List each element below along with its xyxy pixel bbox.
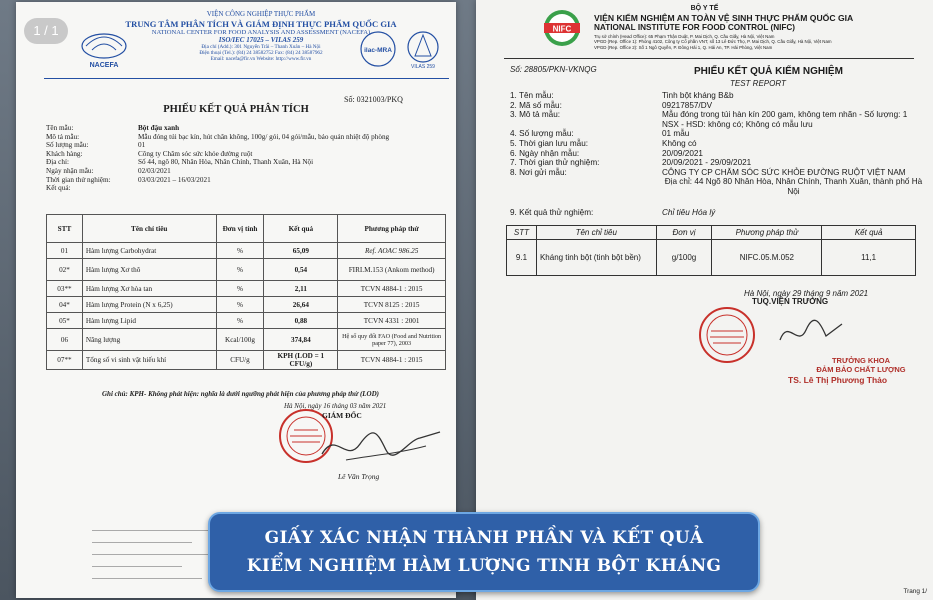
cell-name: Hàm lượng Lipid <box>82 313 216 329</box>
cell-unit: g/100g <box>656 240 712 276</box>
banner-line-2: KIỂM NGHIỆM HÀM LƯỢNG TINH BỘT KHÁNG <box>246 556 722 576</box>
info-value: 20/09/2021 <box>662 148 703 158</box>
info-key: Số lượng mẫu: <box>46 141 89 150</box>
right-sample-info <box>510 91 925 197</box>
info-row <box>46 150 446 159</box>
cell-stt: 06 <box>47 329 83 351</box>
nifc-logo <box>538 8 586 48</box>
left-address: Địa chỉ (Add.): 301 Nguyễn Trãi – Thanh Xuân – Hà Nội <box>201 44 321 50</box>
cell-result: 0,54 <box>264 259 338 281</box>
cell-method: TCVN 4331 : 2001 <box>338 313 446 329</box>
th-stt: STT <box>507 226 537 240</box>
cell-name: Tổng số vi sinh vật hiếu khí <box>82 351 216 370</box>
info-value: 20/09/2021 - 29/09/2021 <box>662 158 752 168</box>
right-ministry: BỘ Y TẾ <box>690 5 719 12</box>
info-value: Địa chỉ: 44 Ngõ 80 Nhân Hòa, Nhân Chính, Thanh Xuân, thành phố Hà Nội <box>664 177 923 196</box>
cell-stt: 02* <box>47 259 83 281</box>
table-header-row <box>507 226 916 240</box>
footer-rule <box>92 578 202 579</box>
left-center-name: TRUNG TÂM PHÂN TÍCH VÀ GIÁM ĐỊNH THỰC PHẨM QUỐC GIA <box>125 19 397 29</box>
th-unit: Đơn vị tính <box>216 215 264 243</box>
info-key: Kết quả: <box>46 184 71 193</box>
info-row <box>510 91 925 101</box>
ilac-logo-text: ilac-MRA <box>364 47 392 54</box>
cell-method: TCVN 4884-1 : 2015 <box>338 351 446 370</box>
result-value: Chỉ tiêu Hóa lý <box>662 208 716 217</box>
ilac-mra-logo <box>358 30 398 68</box>
right-report-title: PHIẾU KẾT QUẢ KIỂM NGHIỆM <box>694 66 843 77</box>
cell-unit: % <box>216 313 264 329</box>
th-method: Phương pháp thử <box>712 226 822 240</box>
cell-name: Hàm lượng Carbohydrat <box>82 243 216 259</box>
info-row <box>510 158 925 168</box>
info-row <box>46 141 446 150</box>
info-key: Địa chỉ: <box>46 158 69 167</box>
cell-method: NIFC.05.M.052 <box>712 240 822 276</box>
info-key: 5. Thời gian lưu mẫu: <box>510 138 589 148</box>
info-value: Mẫu đóng túi bạc kín, hút chân không, 100g/ gói, 04 gói/mẫu, bảo quản nhiệt độ phòng <box>138 132 390 141</box>
test-report-document <box>476 0 933 600</box>
result-key: 9. Kết quả thử nghiệm: <box>510 208 594 217</box>
cell-stt: 01 <box>47 243 83 259</box>
info-value: Tinh bột kháng B&b <box>662 91 734 100</box>
info-key <box>510 177 662 196</box>
info-key: 4. Số lượng mẫu: <box>510 129 574 139</box>
info-key: Thời gian thử nghiệm: <box>46 175 111 184</box>
right-role-2: ĐẢM BẢO CHẤT LƯỢNG <box>816 365 906 374</box>
info-key: 6. Ngày nhận mẫu: <box>510 148 580 158</box>
th-name: Tên chỉ tiêu <box>82 215 216 243</box>
info-value: 01 <box>138 141 146 150</box>
table-row <box>47 313 446 329</box>
th-result: Kết quả <box>822 226 916 240</box>
th-result: Kết quả <box>264 215 338 243</box>
right-report-subtitle: TEST REPORT <box>730 79 786 88</box>
left-director-title: GIÁM ĐỐC <box>322 411 362 420</box>
info-key: 8. Nơi gửi mẫu: <box>510 167 567 177</box>
cell-method: TCVN 8125 : 2015 <box>338 297 446 313</box>
left-phone: Điện thoại (Tel.): (84) 24 38582752 Fax: (84) 24 38587962 <box>199 50 323 56</box>
table-row <box>507 240 916 276</box>
right-page-number: Trang 1/ <box>903 588 927 595</box>
cell-result: 11,1 <box>822 240 916 276</box>
cell-name: Kháng tinh bột (tinh bột bền) <box>536 240 656 276</box>
cell-result: 65,09 <box>264 243 338 259</box>
cell-stt: 07** <box>47 351 83 370</box>
info-row <box>510 129 925 139</box>
info-row <box>46 184 446 193</box>
info-row <box>510 168 925 178</box>
banner-line-1: GIẤY XÁC NHẬN THÀNH PHẦN VÀ KẾT QUẢ <box>264 528 704 548</box>
left-iso: ISO/IEC 17025 – VILAS 259 <box>218 36 304 44</box>
cell-result: 374,84 <box>264 329 338 351</box>
info-key: Khách hàng: <box>46 149 83 158</box>
info-row <box>46 158 446 167</box>
info-value: 03/03/2021 – 16/03/2021 <box>138 175 211 184</box>
left-report-title: PHIẾU KẾT QUẢ PHÂN TÍCH <box>163 104 309 115</box>
cell-stt: 9.1 <box>507 240 537 276</box>
cell-method: Hệ số quy đổi FAO (Food and Nutrition paper 77), 2003 <box>338 329 446 351</box>
table-row <box>47 259 446 281</box>
footer-rule <box>92 530 222 531</box>
right-results-table <box>506 225 916 276</box>
info-value <box>138 184 446 193</box>
left-center-name-en: NATIONAL CENTER FOR FOOD ANALYSIS AND ASSESSMENT (NACEFA) <box>151 29 371 36</box>
cell-result: KPH (LOD = 1 CFU/g) <box>264 351 338 370</box>
table-row <box>47 351 446 370</box>
right-header <box>594 13 924 50</box>
cell-result: 2,11 <box>264 281 338 297</box>
info-key: 3. Mô tả mẫu: <box>510 110 561 120</box>
left-signer-name: Lê Văn Trọng <box>338 472 380 481</box>
cell-method: TCVN 4884-1 : 2015 <box>338 281 446 297</box>
left-results-table <box>46 214 446 370</box>
right-report-number: Số: 28805/PKN-VKNQG <box>510 65 597 74</box>
info-value: 09217857/DV <box>662 100 713 110</box>
right-signature-icon <box>776 314 846 352</box>
cell-name: Năng lượng <box>82 329 216 351</box>
cell-stt: 04* <box>47 297 83 313</box>
table-row <box>47 281 446 297</box>
info-value: Mẫu đóng trong túi hàn kín 200 gam, không tem nhãn - Số lượng: 1 NSX - HSD: không có; Không có mẫu lưu <box>662 110 908 129</box>
vilas-logo <box>404 30 442 70</box>
left-sample-info <box>46 124 446 193</box>
info-row <box>46 167 446 176</box>
vilas-logo-text: VILAS 259 <box>411 64 435 70</box>
info-row <box>46 124 446 133</box>
info-key: 2. Mã số mẫu: <box>510 100 562 110</box>
info-row <box>510 101 925 111</box>
info-key: 7. Thời gian thử nghiệm: <box>510 158 600 168</box>
table-row <box>47 329 446 351</box>
footer-rule <box>92 566 182 567</box>
info-row <box>510 149 925 159</box>
table-header-row <box>47 215 446 243</box>
cell-unit: % <box>216 259 264 281</box>
info-value: 02/03/2021 <box>138 166 171 175</box>
cell-name: Hàm lượng Protein (N x 6,25) <box>82 297 216 313</box>
right-institute-en: NATIONAL INSTITUTE FOR FOOD CONTROL (NIFC) <box>594 23 796 32</box>
info-value: Công ty Chăm sóc sức khỏe đường ruột <box>138 149 253 158</box>
info-value: Bột đậu xanh <box>138 124 180 132</box>
left-signature-icon <box>316 420 446 470</box>
nacefa-logo <box>78 30 130 70</box>
left-date: Hà Nội, ngày 16 tháng 03 năm 2021 <box>284 402 387 410</box>
right-address-3: VPGD (Rep. Office 2): Số 1 Ngô Quyền, P. Đông Hải 1, Q. Hải An, TP. Hải Phòng, Việt Nam <box>594 44 773 50</box>
right-authority: TUQ.VIỆN TRƯỞNG <box>752 297 829 306</box>
cell-stt: 03** <box>47 281 83 297</box>
info-value: Số 44, ngõ 80, Nhân Hòa, Nhân Chính, Thanh Xuân, Hà Nội <box>138 158 314 167</box>
analysis-report-document <box>16 2 456 598</box>
left-report-number: Số: 0321003/PKQ <box>344 95 403 104</box>
cell-result: 26,64 <box>264 297 338 313</box>
cell-unit: % <box>216 297 264 313</box>
info-key: Mô tả mẫu: <box>46 132 80 141</box>
left-ministry: VIỆN CÔNG NGHIỆP THỰC PHẨM <box>206 10 316 18</box>
nacefa-logo-text: NACEFA <box>89 62 119 69</box>
page-counter: 1 / 1 <box>24 18 68 44</box>
table-row <box>47 297 446 313</box>
th-method: Phương pháp thử <box>338 215 446 243</box>
right-red-stamp-icon <box>698 306 756 364</box>
cell-unit: % <box>216 243 264 259</box>
info-value: 01 mẫu <box>662 129 690 139</box>
th-name: Tên chỉ tiêu <box>536 226 656 240</box>
footer-rule <box>92 554 212 555</box>
right-signer-name: TS. Lê Thị Phương Thảo <box>788 375 888 385</box>
info-row <box>510 139 925 149</box>
info-key: Ngày nhận mẫu: <box>46 166 94 175</box>
cell-method: Ref. AOAC 986.25 <box>338 243 446 259</box>
info-row <box>46 133 446 142</box>
cell-unit: Kcal/100g <box>216 329 264 351</box>
info-key: 1. Tên mẫu: <box>510 91 554 100</box>
right-role-1: TRƯỞNG KHOA <box>831 356 891 365</box>
left-header-rule <box>44 78 449 79</box>
info-row <box>46 176 446 185</box>
right-date: Hà Nội, ngày 29 tháng 9 năm 2021 <box>744 289 869 298</box>
info-value: Không có <box>662 138 697 148</box>
left-email: Email: nacefa@fir.vn Website: http://www.fir.vn <box>210 56 312 62</box>
nifc-logo-text: NIFC <box>552 24 572 34</box>
right-address-2: VPGD (Rep. Office 1): Phòng 4102, Công ty Cổ phần VNT, số 13 Lê Đức Thọ, P. Mai Dịch, Q. Cầu Giấy, Hà Nội, Việt Nam <box>594 39 832 45</box>
cell-unit: CFU/g <box>216 351 264 370</box>
th-stt: STT <box>47 215 83 243</box>
caption-banner <box>208 512 760 592</box>
cell-stt: 05* <box>47 313 83 329</box>
cell-result: 0,88 <box>264 313 338 329</box>
right-institute: VIỆN KIỂM NGHIỆM AN TOÀN VỆ SINH THỰC PHẨM QUỐC GIA <box>594 13 854 23</box>
cell-name: Hàm lượng Xơ hòa tan <box>82 281 216 297</box>
info-row <box>510 177 925 196</box>
cell-unit: % <box>216 281 264 297</box>
cell-method: FIRI.M.153 (Ankom method) <box>338 259 446 281</box>
right-address-1: Trụ sở chính (Head Office): 65 Phạm Thận Duật, P. Mai Dịch, Q. Cầu Giấy, Hà Nội, Việt Nam <box>594 34 775 39</box>
cell-name: Hàm lượng Xơ thô <box>82 259 216 281</box>
info-value: CÔNG TY CP CHĂM SÓC SỨC KHỎE ĐƯỜNG RUỘT VIỆT NAM <box>662 167 906 177</box>
right-header-rule <box>504 58 914 59</box>
right-result-label <box>510 208 715 217</box>
footer-rule <box>92 542 192 543</box>
table-row <box>47 243 446 259</box>
info-row <box>510 110 925 129</box>
info-key: Tên mẫu: <box>46 124 74 132</box>
left-note: Ghi chú: KPH- Không phát hiện: nghĩa là dưới ngưỡng phát hiện của phương pháp thử (LOD) <box>102 390 379 398</box>
th-unit: Đơn vị <box>656 226 712 240</box>
